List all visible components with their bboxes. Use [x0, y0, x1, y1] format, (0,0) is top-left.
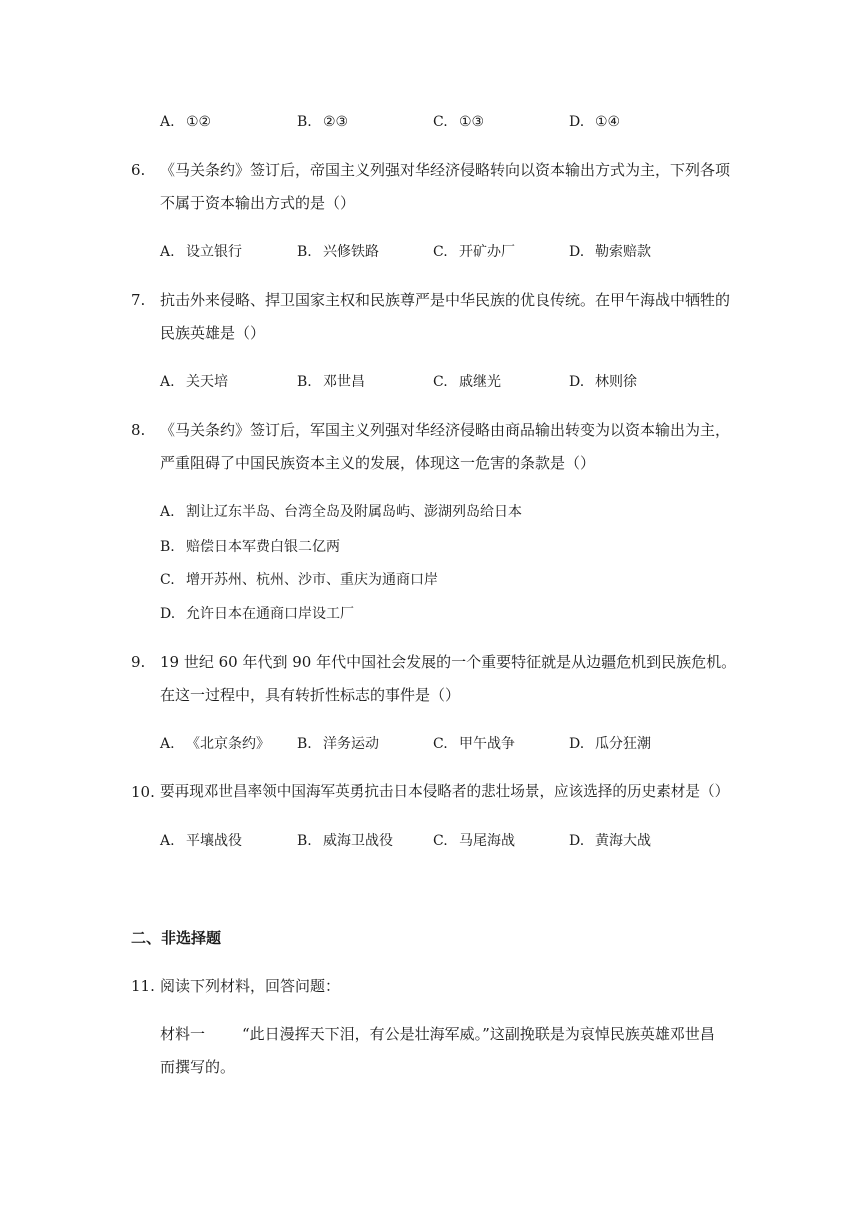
- option-text: ①④: [595, 114, 621, 130]
- option-text: ②③: [323, 114, 349, 130]
- option-label: B.: [297, 374, 312, 390]
- option-text: 马尾海战: [459, 833, 515, 849]
- option-label: A.: [160, 833, 175, 849]
- q5-option-d: [569, 112, 620, 132]
- option-text: 黄海大战: [595, 833, 651, 849]
- question-text: 《马关条约》签订后，帝国主义列强对华经济侵略转向以资本输出方式为主，下列各项: [160, 161, 731, 179]
- option-text: 《北京条约》: [186, 736, 270, 752]
- material-text: “此日漫挥天下泪，有公是壮海军威。”这副挽联是为哀悼民族英雄邓世昌: [242, 1025, 715, 1043]
- option-label: D.: [160, 606, 176, 622]
- option-label: D.: [569, 736, 585, 752]
- option-label: B.: [297, 244, 312, 260]
- option-text: 瓜分狂潮: [595, 736, 651, 752]
- question-text: 严重阻碍了中国民族资本主义的发展，体现这一危害的条款是（）: [160, 454, 596, 472]
- option-text: 甲午战争: [459, 736, 515, 752]
- q6-option-b: [297, 242, 379, 262]
- option-label: D.: [569, 114, 585, 130]
- option-label: B.: [160, 539, 175, 555]
- option-label: C.: [433, 833, 448, 849]
- option-text: 割让辽东半岛、台湾全岛及附属岛屿、澎湖列岛给日本: [186, 504, 522, 520]
- material-label: 材料一: [160, 1025, 206, 1043]
- q8-option-d: [160, 604, 354, 624]
- q10-option-d: [569, 831, 651, 851]
- q8-option-b: [160, 537, 340, 557]
- question-text: 不属于资本输出方式的是（）: [160, 194, 356, 212]
- question-number: 8.: [131, 421, 146, 439]
- option-label: D.: [569, 833, 585, 849]
- option-label: C.: [433, 114, 448, 130]
- option-text: 关天培: [186, 374, 228, 390]
- option-label: A.: [160, 114, 175, 130]
- question-text: 19 世纪 60 年代到 90 年代中国社会发展的一个重要特征就是从边疆危机到民族危机。: [160, 653, 737, 671]
- q10-option-b: [297, 831, 393, 851]
- option-label: A.: [160, 374, 175, 390]
- option-text: ①②: [186, 114, 212, 130]
- q9-option-b: [297, 734, 379, 754]
- q9-option-c: [433, 734, 515, 754]
- q5-option-c: [433, 112, 484, 132]
- option-label: D.: [569, 244, 585, 260]
- question-text: 要再现邓世昌率领中国海军英勇抗击日本侵略者的悲壮场景，应该选择的历史素材是（）: [160, 783, 730, 800]
- option-label: D.: [569, 374, 585, 390]
- q7-option-b: [297, 372, 365, 392]
- section-heading: 二、非选择题: [131, 929, 222, 947]
- q8-option-a: [160, 502, 522, 522]
- option-text: 增开苏州、杭州、沙市、重庆为通商口岸: [186, 572, 438, 588]
- option-text: 勒索赔款: [595, 244, 651, 260]
- option-label: C.: [160, 572, 175, 588]
- option-text: 平壤战役: [186, 833, 242, 849]
- option-text: 设立银行: [186, 244, 242, 260]
- question-text: 阅读下列材料，回答问题：: [160, 977, 341, 995]
- option-text: 允许日本在通商口岸设工厂: [186, 606, 354, 622]
- option-label: B.: [297, 736, 312, 752]
- option-label: B.: [297, 833, 312, 849]
- question-text: 民族英雄是（）: [160, 324, 266, 342]
- q6-option-d: [569, 242, 651, 262]
- q7-option-a: [160, 372, 228, 392]
- option-text: ①③: [459, 114, 485, 130]
- option-label: C.: [433, 736, 448, 752]
- material-text: 而撰写的。: [160, 1058, 236, 1076]
- option-label: C.: [433, 244, 448, 260]
- q6-option-c: [433, 242, 515, 262]
- option-text: 兴修铁路: [323, 244, 379, 260]
- option-label: A.: [160, 736, 175, 752]
- question-number: 11.: [131, 977, 155, 995]
- question-number: 6.: [131, 161, 146, 179]
- q10-option-a: [160, 831, 242, 851]
- q6-option-a: [160, 242, 242, 262]
- q9-option-d: [569, 734, 651, 754]
- q5-option-a: [160, 112, 211, 132]
- q7-option-c: [433, 372, 501, 392]
- option-text: 开矿办厂: [459, 244, 515, 260]
- question-text: 抗击外来侵略、捍卫国家主权和民族尊严是中华民族的优良传统。在甲午海战中牺牲的: [160, 291, 731, 309]
- question-text: 在这一过程中，具有转折性标志的事件是（）: [160, 686, 461, 704]
- option-text: 赔偿日本军费白银二亿两: [186, 539, 340, 555]
- option-label: A.: [160, 504, 175, 520]
- q7-option-d: [569, 372, 637, 392]
- option-text: 洋务运动: [323, 736, 379, 752]
- question-number: 9.: [131, 653, 146, 671]
- option-text: 邓世昌: [323, 374, 365, 390]
- q8-option-c: [160, 570, 438, 590]
- option-text: 威海卫战役: [323, 833, 393, 849]
- option-text: 林则徐: [595, 374, 637, 390]
- question-number: 10.: [131, 783, 155, 801]
- question-text: 《马关条约》签订后，军国主义列强对华经济侵略由商品输出转变为以资本输出为主，: [160, 421, 731, 439]
- option-text: 戚继光: [459, 374, 501, 390]
- q10-option-c: [433, 831, 515, 851]
- q9-option-a: [160, 734, 270, 754]
- q5-option-b: [297, 112, 348, 132]
- option-label: C.: [433, 374, 448, 390]
- option-label: B.: [297, 114, 312, 130]
- question-number: 7.: [131, 291, 146, 309]
- option-label: A.: [160, 244, 175, 260]
